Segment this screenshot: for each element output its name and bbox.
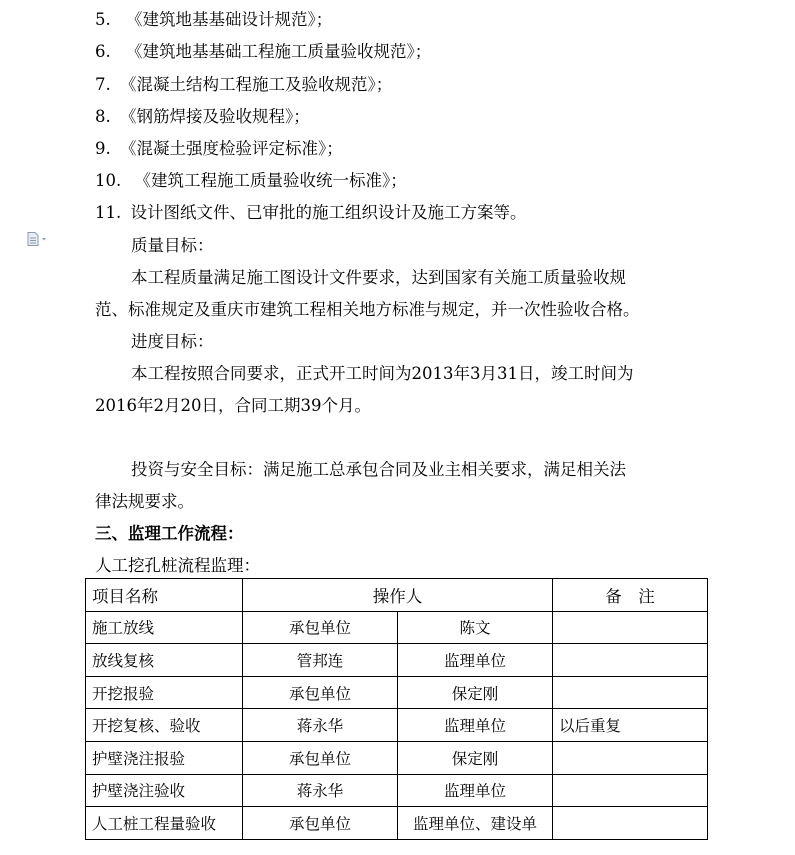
cell-operator-1: 承包单位: [243, 676, 398, 709]
cell-remark: [553, 741, 708, 774]
table-row: [86, 644, 708, 677]
cell-item: 施工放线: [86, 611, 243, 644]
table-row: [86, 709, 708, 742]
cell-item: 开挖复核、验收: [86, 709, 243, 742]
header-operator: 操作人: [243, 579, 553, 612]
table-row: [86, 611, 708, 644]
investment-text-line: 律法规要求。: [95, 492, 194, 511]
cell-operator-1: 蒋永华: [243, 709, 398, 742]
table-caption: 人工挖孔桩流程监理：: [95, 556, 260, 575]
cell-item: 开挖报验: [86, 676, 243, 709]
cell-remark: [553, 611, 708, 644]
list-number: 6.: [95, 42, 111, 61]
header-item: 项目名称: [86, 579, 243, 612]
table-row: [86, 676, 708, 709]
table-header-row: [86, 579, 708, 612]
list-number: 7.: [95, 75, 111, 94]
schedule-heading: 进度目标：: [131, 332, 214, 351]
cell-operator-2: 监理单位、建设单: [398, 807, 553, 840]
cell-item: 放线复核: [86, 644, 243, 677]
list-text: 《钢筋焊接及验收规程》；: [120, 107, 310, 126]
cell-operator-1: 承包单位: [243, 807, 398, 840]
table-row: [86, 741, 708, 774]
cell-operator-1: 蒋永华: [243, 774, 398, 807]
cell-item: 护壁浇注报验: [86, 741, 243, 774]
list-number: 11.: [95, 203, 122, 222]
document-icon[interactable]: [27, 232, 49, 246]
list-text: 《建筑地基基础工程施工质量验收规范》；: [126, 42, 432, 61]
list-item: [95, 202, 527, 224]
cell-operator-1: 承包单位: [243, 741, 398, 774]
list-number: 9.: [95, 139, 111, 158]
cell-operator-2: 保定刚: [398, 676, 553, 709]
investment-text-line: 投资与安全目标：满足施工总承包合同及业主相关要求，满足相关法: [131, 460, 626, 479]
list-item: [95, 74, 392, 96]
list-item: [95, 41, 431, 63]
table-row: [86, 807, 708, 840]
cell-item: 护壁浇注验收: [86, 774, 243, 807]
cell-operator-1: 管邦连: [243, 644, 398, 677]
list-text: 《混凝土结构工程施工及验收规范》；: [120, 75, 393, 94]
list-number: 10.: [95, 171, 122, 190]
cell-operator-2: 监理单位: [398, 644, 553, 677]
list-item: [95, 9, 332, 31]
list-text: 设计图纸文件、已审批的施工组织设计及施工方案等。: [130, 203, 527, 222]
schedule-text-line: 2016年2月20日，合同工期39个月。: [95, 396, 371, 415]
list-item: [95, 138, 343, 160]
list-text: 《建筑地基基础设计规范》；: [126, 10, 333, 29]
cell-remark: [553, 676, 708, 709]
cell-operator-2: 保定刚: [398, 741, 553, 774]
schedule-text-line: 本工程按照合同要求，正式开工时间为2013年3月31日，竣工时间为: [131, 364, 634, 383]
section-title: 三、监理工作流程：: [95, 524, 244, 543]
quality-heading: 质量目标：: [131, 236, 214, 255]
cell-operator-1: 承包单位: [243, 611, 398, 644]
cell-remark: [553, 644, 708, 677]
list-text: 《建筑工程施工质量验收统一标准》；: [134, 171, 407, 190]
list-item: [95, 170, 407, 192]
header-remark: 备 注: [553, 579, 708, 612]
list-number: 8.: [95, 107, 111, 126]
cell-item: 人工桩工程量验收: [86, 807, 243, 840]
cell-operator-2: 监理单位: [398, 709, 553, 742]
cell-operator-2: 监理单位: [398, 774, 553, 807]
cell-remark: 以后重复: [553, 709, 708, 742]
table-row: [86, 774, 708, 807]
pile-process-table: [85, 578, 708, 840]
list-item: [95, 106, 310, 128]
list-number: 5.: [95, 10, 111, 29]
quality-text-line: 范、标准规定及重庆市建筑工程相关地方标准与规定，并一次性验收合格。: [95, 300, 640, 319]
cell-operator-2: 陈文: [398, 611, 553, 644]
cell-remark: [553, 807, 708, 840]
quality-text-line: 本工程质量满足施工图设计文件要求，达到国家有关施工质量验收规: [131, 268, 626, 287]
list-text: 《混凝土强度检验评定标准》；: [120, 139, 343, 158]
cell-remark: [553, 774, 708, 807]
